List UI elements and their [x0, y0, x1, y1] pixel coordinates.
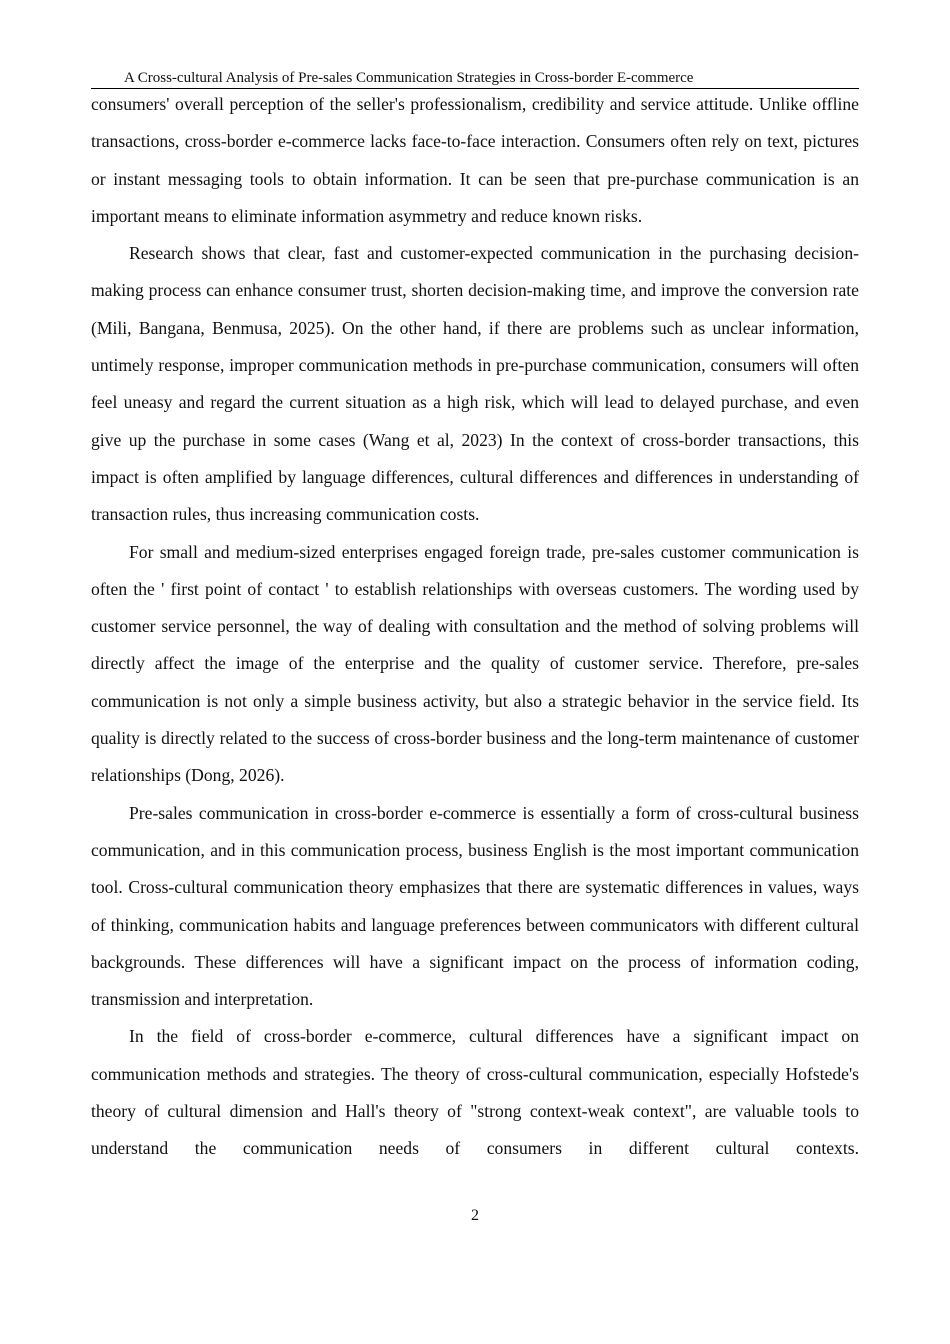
paragraph-4: Pre-sales communication in cross-border e-commerce is essentially a form of cross-cultural business communication, and in this communication process, business English is the most important communication tool. Cross-cultural communication theory emphasizes that there are systematic differences in values, ways of thinking, communication habits and language preferences between communicators with different cultural backgrounds. These differences will have a significant impact on the process of information coding, transmission and interpretation.	[91, 802, 859, 1010]
running-header: A Cross-cultural Analysis of Pre-sales Communication Strategies in Cross-border E-commerce	[91, 68, 859, 89]
page-number: 2	[471, 1207, 479, 1224]
paragraph-3: For small and medium-sized enterprises engaged foreign trade, pre-sales customer communication is often the ' first point of contact ' to establish relationships with overseas customers. The wording used by customer service personnel, the way of dealing with consultation and the method of solving problems will directly affect the image of the enterprise and the quality of customer service. Therefore, pre-sales communication is not only a simple business activity, but also a strategic behavior in the service field. Its quality is directly related to the success of cross-border business and the long-term maintenance of customer relationships (Dong, 2026).	[91, 541, 859, 786]
paragraph-2: Research shows that clear, fast and customer-expected communication in the purchasing decision-making process can enhance consumer trust, shorten decision-making time, and improve the conversion rate (Mili, Bangana, Benmusa, 2025). On the other hand, if there are problems such as unclear information, untimely response, improper communication methods in pre-purchase communication, consumers will often feel uneasy and regard the current situation as a high risk, which will lead to delayed purchase, and even give up the purchase in some cases (Wang et al, 2023) In the context of cross-border transactions, this impact is often amplified by language differences, cultural differences and differences in understanding of transaction rules, thus increasing communication costs.	[91, 243, 859, 525]
document-body	[91, 86, 859, 1168]
paragraph-1: consumers' overall perception of the seller's professionalism, credibility and service attitude. Unlike offline transactions, cross-border e-commerce lacks face-to-face interaction. Consumers often rely on text, pictures or instant messaging tools to obtain information. It can be seen that pre-purchase communication is an important means to eliminate information asymmetry and reduce known risks.	[91, 94, 859, 226]
paragraph-5: In the field of cross-border e-commerce, cultural differences have a significant impact on communication methods and strategies. The theory of cross-cultural communication, especially Hofstede's theory of cultural dimension and Hall's theory of "strong context-weak context", are valuable tools to understand the communication needs of consumers in different cultural contexts.	[91, 1026, 859, 1159]
